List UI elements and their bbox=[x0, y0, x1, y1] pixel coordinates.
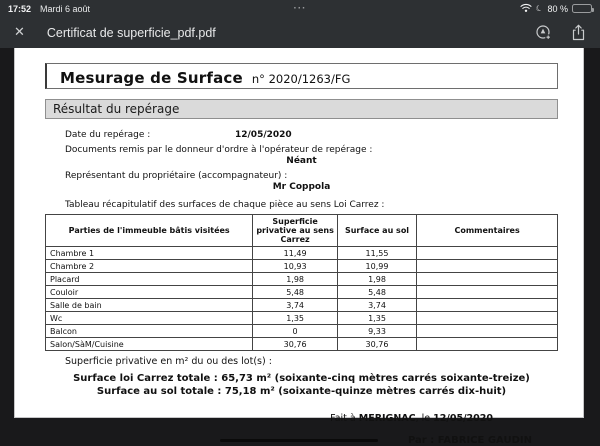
field-representative-value: Mr Coppola bbox=[272, 182, 331, 192]
field-representative bbox=[45, 171, 558, 192]
header-floor: Surface au sol bbox=[337, 215, 416, 247]
made-at-date: 12/05/2020 bbox=[433, 413, 493, 424]
table-row bbox=[46, 325, 558, 338]
surface-table-body bbox=[46, 247, 558, 351]
status-date: Mardi 6 août bbox=[40, 3, 91, 14]
cell-floor: 9,33 bbox=[337, 325, 416, 338]
table-row bbox=[46, 260, 558, 273]
signature-line bbox=[220, 439, 378, 442]
cell-room: Salle de bain bbox=[46, 299, 253, 312]
document-body bbox=[15, 48, 583, 446]
cell-floor: 11,55 bbox=[337, 247, 416, 260]
total-floor: Surface au sol totale : 75,18 m² (soixante-quinze mètres carrés dix-huit) bbox=[96, 386, 507, 397]
signed-by-name: FABRICE GAUDIN bbox=[437, 435, 532, 446]
cell-comment bbox=[417, 312, 558, 325]
wifi-icon bbox=[520, 3, 532, 15]
cell-room: Wc bbox=[46, 312, 253, 325]
made-at-line bbox=[45, 413, 558, 424]
field-date-value: 12/05/2020 bbox=[235, 130, 292, 140]
cell-carrez: 11,49 bbox=[253, 247, 337, 260]
table-row bbox=[46, 273, 558, 286]
report-title-box bbox=[45, 63, 558, 89]
cell-carrez: 0 bbox=[253, 325, 337, 338]
cell-room: Salon/SàM/Cuisine bbox=[46, 338, 253, 351]
signed-by bbox=[408, 435, 532, 446]
made-at-middle: , le bbox=[415, 413, 434, 424]
table-row bbox=[46, 338, 558, 351]
status-time: 17:52 bbox=[8, 3, 32, 14]
table-row bbox=[46, 299, 558, 312]
cell-room: Chambre 2 bbox=[46, 260, 253, 273]
field-date-label: Date du repérage : bbox=[65, 130, 151, 140]
signature-row bbox=[45, 435, 558, 446]
close-icon[interactable]: ✕ bbox=[14, 25, 25, 40]
lots-line: Superficie privative en m² du ou des lot(s) : bbox=[65, 356, 272, 367]
cell-comment bbox=[417, 247, 558, 260]
cell-carrez: 1,98 bbox=[253, 273, 337, 286]
pdf-page[interactable] bbox=[15, 48, 583, 446]
report-number: n° 2020/1263/FG bbox=[251, 72, 351, 86]
table-row bbox=[46, 286, 558, 299]
cell-floor: 1,35 bbox=[337, 312, 416, 325]
header-rooms: Parties de l'immeuble bâtis visitées bbox=[46, 215, 253, 247]
table-row bbox=[46, 312, 558, 325]
header-comments: Commentaires bbox=[417, 215, 558, 247]
cell-comment bbox=[417, 325, 558, 338]
cell-carrez: 1,35 bbox=[253, 312, 337, 325]
cell-comment bbox=[417, 286, 558, 299]
multitask-handle[interactable]: ··· bbox=[293, 3, 307, 14]
cell-carrez: 10,93 bbox=[253, 260, 337, 273]
made-at-city: MERIGNAC bbox=[358, 413, 416, 424]
table-header-row bbox=[46, 215, 558, 247]
battery-icon bbox=[572, 4, 592, 13]
moon-icon: ☾ bbox=[534, 2, 545, 14]
cell-floor: 1,98 bbox=[337, 273, 416, 286]
cell-carrez: 5,48 bbox=[253, 286, 337, 299]
table-intro: Tableau récapitulatif des surfaces de chaque pièce au sens Loi Carrez : bbox=[65, 200, 385, 210]
cell-carrez: 3,74 bbox=[253, 299, 337, 312]
cell-comment bbox=[417, 260, 558, 273]
field-representative-label: Représentant du propriétaire (accompagnateur) : bbox=[65, 171, 288, 181]
signed-by-label: Par : bbox=[408, 435, 438, 446]
share-icon[interactable] bbox=[571, 24, 586, 41]
cell-room: Balcon bbox=[46, 325, 253, 338]
battery-percent: 80 % bbox=[547, 3, 568, 14]
field-documents-value: Néant bbox=[286, 156, 317, 166]
header-carrez: Superficie privative au sens Carrez bbox=[253, 215, 337, 247]
field-documents-label: Documents remis par le donneur d'ordre à l'opérateur de repérage : bbox=[65, 145, 373, 155]
pdf-toolbar bbox=[0, 17, 600, 48]
field-documents bbox=[45, 145, 558, 166]
section-banner: Résultat du repérage bbox=[45, 99, 558, 119]
report-title: Mesurage de Surface bbox=[60, 69, 243, 87]
cell-floor: 3,74 bbox=[337, 299, 416, 312]
cell-comment bbox=[417, 299, 558, 312]
total-carrez: Surface loi Carrez totale : 65,73 m² (soixante-cinq mètres carrés soixante-treize) bbox=[73, 373, 530, 384]
cell-floor: 10,99 bbox=[337, 260, 416, 273]
cell-floor: 30,76 bbox=[337, 338, 416, 351]
surface-table bbox=[45, 214, 558, 351]
field-date bbox=[45, 130, 558, 140]
top-chrome bbox=[0, 0, 600, 48]
cell-carrez: 30,76 bbox=[253, 338, 337, 351]
cell-room: Chambre 1 bbox=[46, 247, 253, 260]
cell-floor: 5,48 bbox=[337, 286, 416, 299]
cell-comment bbox=[417, 338, 558, 351]
made-at-prefix: Fait à bbox=[330, 413, 359, 424]
markup-icon[interactable] bbox=[535, 24, 552, 41]
status-bar bbox=[0, 0, 600, 17]
cell-comment bbox=[417, 273, 558, 286]
cell-room: Placard bbox=[46, 273, 253, 286]
cell-room: Couloir bbox=[46, 286, 253, 299]
table-row bbox=[46, 247, 558, 260]
document-title: Certificat de superficie_pdf.pdf bbox=[46, 25, 216, 40]
